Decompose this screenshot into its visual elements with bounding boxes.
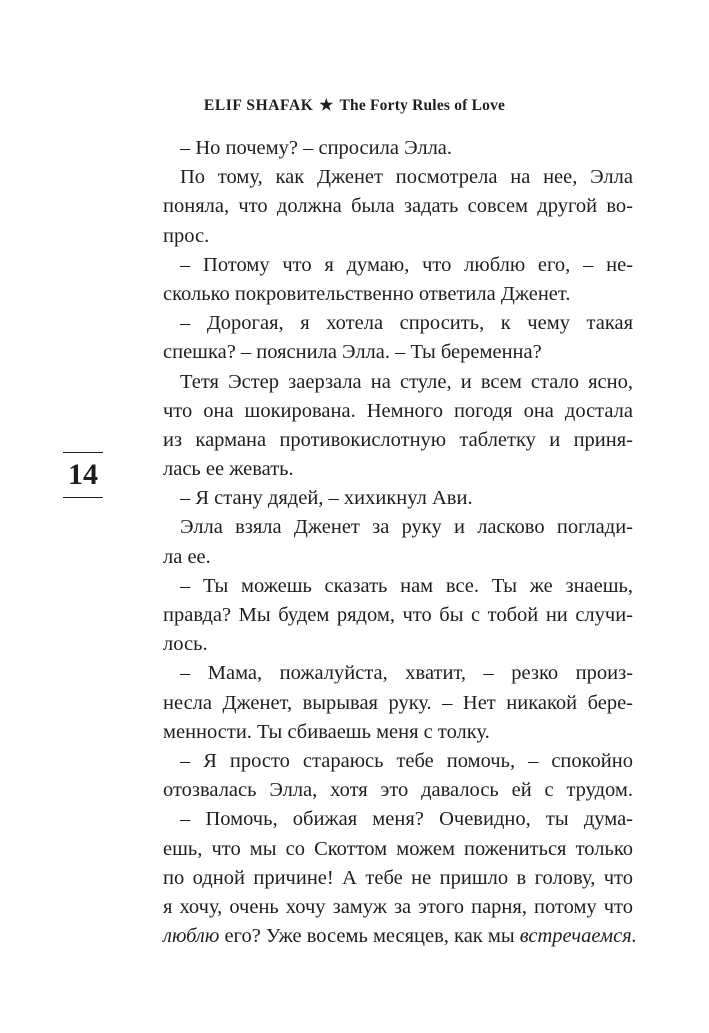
text-line: – Дорогая, я хотела спросить, к чему такая [180, 312, 633, 335]
text-line: несла Дженет, вырывая руку. – Нет никакой бере- [163, 691, 633, 714]
text-line: лась ее жевать. [163, 458, 294, 481]
body-text [163, 134, 637, 951]
text-line: По тому, как Дженет посмотрела на нее, Элла [180, 166, 633, 189]
text-line: – Но почему? – спросила Элла. [180, 137, 453, 159]
text-line: – Я просто стараюсь тебе помочь, – спокойно [180, 749, 633, 772]
text-line: что она шокирована. Немного погодя она достала [163, 399, 633, 422]
star-icon: ★ [319, 97, 334, 114]
page-number-block [63, 452, 103, 498]
page-number: 14 [68, 458, 98, 491]
text-line: поняла, что должна была задать совсем другой во- [163, 195, 633, 218]
text-line: – Мама, пожалуйста, хватит, – резко произ- [180, 662, 633, 685]
text-line-last [163, 922, 637, 951]
text-line: спешка? – пояснила Элла. – Ты беременна? [163, 341, 542, 364]
text-line: Элла взяла Дженет за руку и ласково поглади- [180, 516, 633, 539]
text-line: по одной причине! А тебе не пришло в голову, что [163, 866, 633, 889]
running-header [0, 96, 709, 115]
page-number-bottom-rule [63, 497, 103, 498]
text-line: – Ты можешь сказать нам все. Ты же знаешь, [180, 574, 633, 597]
text-line: – Помочь, обижая меня? Очевидно, ты дума- [180, 808, 633, 831]
text-line: – Я стану дядей, – хихикнул Ави. [180, 487, 473, 510]
text-line: прос. [163, 224, 210, 247]
text-line: сколько покровительственно ответила Дженет. [163, 282, 571, 305]
text-line: Тетя Эстер заерзала на стуле, и всем стало ясно, [180, 370, 633, 393]
text-line: я хочу, очень хочу замуж за этого парня, потому что [163, 895, 633, 918]
text-line: менности. Ты сбиваешь меня с толку. [163, 720, 490, 743]
text-span: его? Уже восемь месяцев, как мы [219, 925, 520, 948]
text-line: отозвалась Элла, хотя это давалось ей с трудом. [163, 779, 633, 802]
text-line: ла ее. [163, 545, 211, 568]
text-line: лось. [163, 633, 208, 656]
header-book-title: The Forty Rules of Love [339, 97, 506, 114]
text-emphasis: люблю [163, 925, 220, 948]
text-line: ешь, что мы со Скоттом можем пожениться только [163, 837, 633, 860]
text-line: из кармана противокислотную таблетку и приня- [163, 428, 633, 451]
text-line: – Потому что я думаю, что люблю его, – не- [180, 253, 633, 276]
text-emphasis: встречаемся. [519, 925, 637, 948]
header-author: ELIF SHAFAK [203, 97, 314, 114]
text-line: правда? Мы будем рядом, что бы с тобой ни случи- [163, 604, 633, 626]
